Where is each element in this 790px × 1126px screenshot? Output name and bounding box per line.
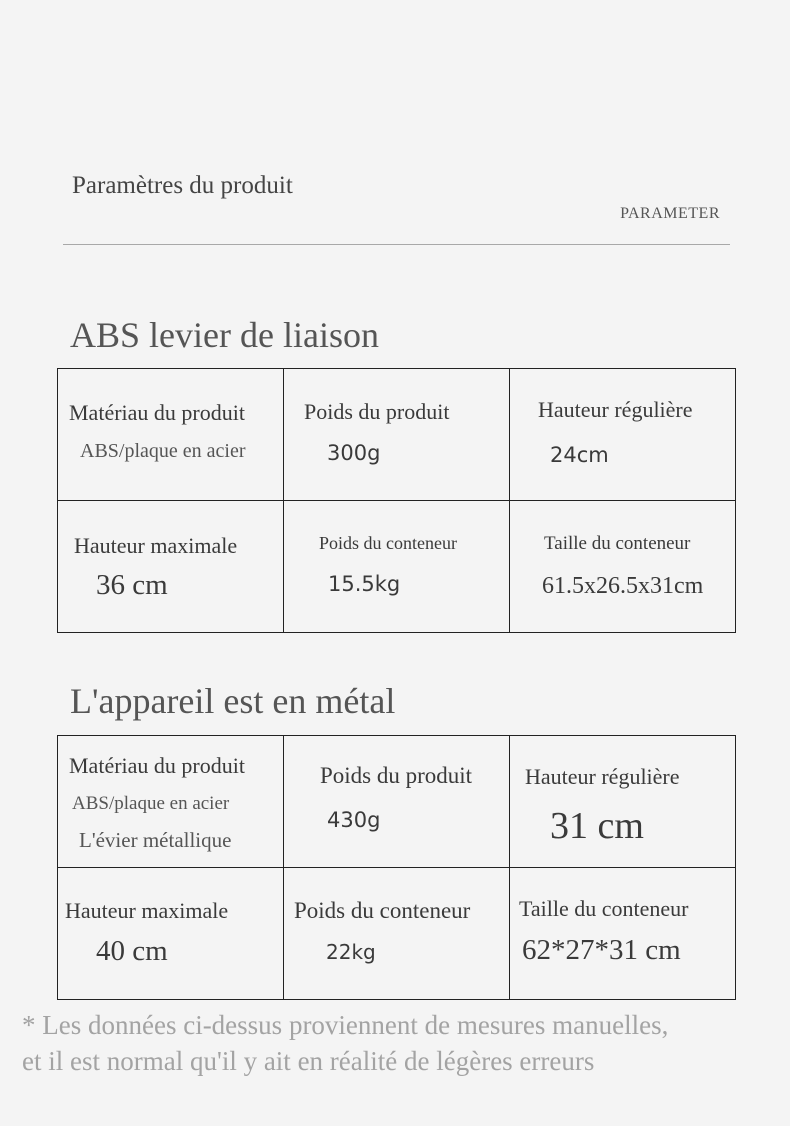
spec-cell-container-weight	[284, 868, 510, 1000]
spec-cell-material	[58, 369, 284, 501]
spec-value: 15.5kg	[328, 572, 401, 596]
footnote-line-2: et il est normal qu'il y ait en réalité de légères erreurs	[22, 1046, 595, 1076]
spec-cell-max-height	[58, 868, 284, 1000]
spec-cell-container-size	[510, 868, 736, 1000]
spec-label: Matériau du produit	[69, 400, 245, 425]
spec-value: 24cm	[550, 443, 609, 467]
spec-value-secondary: L'évier métallique	[79, 828, 232, 852]
spec-label: Hauteur maximale	[74, 533, 238, 558]
spec-label: Taille du conteneur	[519, 896, 689, 921]
spec-value: 22kg	[326, 940, 376, 964]
footnote-line-1: * Les données ci-dessus proviennent de mesures manuelles,	[22, 1010, 669, 1040]
spec-cell-weight	[284, 369, 510, 501]
spec-cell-container-weight	[284, 501, 510, 633]
header-divider	[63, 244, 730, 245]
spec-label: Hauteur régulière	[525, 764, 680, 789]
spec-value: 36 cm	[96, 569, 168, 601]
spec-value: 40 cm	[96, 935, 168, 967]
spec-label: Taille du conteneur	[544, 533, 691, 554]
spec-cell-weight	[284, 736, 510, 868]
spec-label: Hauteur maximale	[65, 898, 229, 923]
spec-label: Matériau du produit	[69, 753, 245, 778]
spec-cell-regular-height	[510, 736, 736, 868]
spec-value: 430g	[327, 808, 381, 832]
page-title: Paramètres du produit	[72, 172, 293, 199]
spec-value: ABS/plaque en acier	[72, 793, 230, 814]
section-title-metal: L'appareil est en métal	[70, 681, 396, 721]
spec-cell-container-size	[510, 501, 736, 633]
spec-cell-material	[58, 736, 284, 868]
spec-value: 61.5x26.5x31cm	[542, 573, 704, 599]
section-title-abs: ABS levier de liaison	[70, 315, 379, 355]
spec-label: Poids du produit	[304, 399, 450, 424]
spec-label: Poids du conteneur	[294, 898, 471, 923]
page-subtitle: PARAMETER	[620, 205, 720, 222]
spec-value: 300g	[327, 441, 381, 465]
spec-label: Poids du produit	[320, 763, 473, 788]
spec-cell-max-height	[58, 501, 284, 633]
spec-value: ABS/plaque en acier	[80, 440, 246, 462]
spec-value: 62*27*31 cm	[522, 934, 681, 966]
spec-label: Poids du conteneur	[319, 533, 457, 553]
spec-value: 31 cm	[550, 805, 644, 847]
spec-table-abs	[57, 368, 736, 633]
spec-label: Hauteur régulière	[538, 397, 693, 422]
spec-cell-regular-height	[510, 369, 736, 501]
spec-table-metal	[57, 735, 736, 1000]
